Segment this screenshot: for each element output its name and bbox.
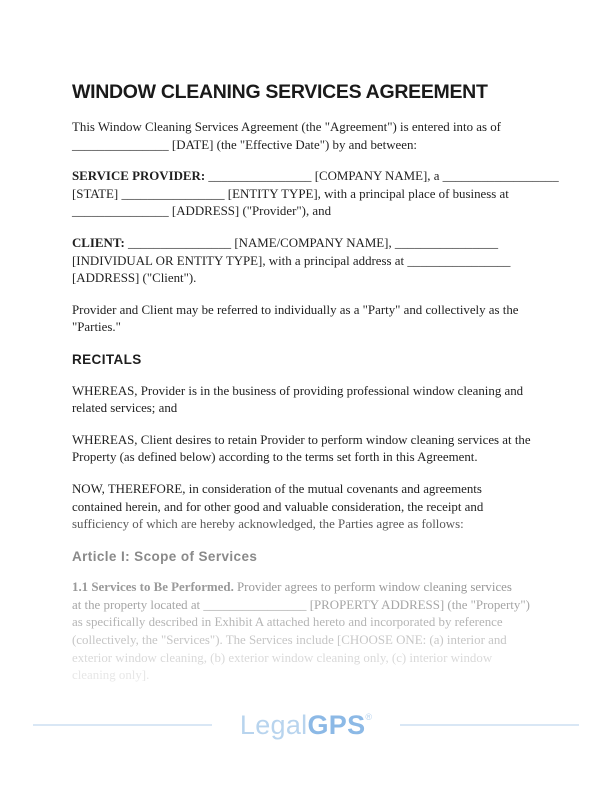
- footer: [0, 706, 612, 744]
- paragraph: [72, 168, 559, 221]
- paragraph: [72, 383, 548, 418]
- text-segment: WHEREAS, Provider is in the business of providing professional window cleaning and: [72, 383, 524, 398]
- text-line: [72, 253, 548, 271]
- text-line: [72, 168, 559, 186]
- text-line: [72, 516, 548, 534]
- text-line: [72, 383, 548, 401]
- text-segment: WHEREAS, Client desires to retain Provider to perform window cleaning services at the: [72, 432, 531, 447]
- text-line: [72, 632, 548, 650]
- logo-gps-text: GPS: [307, 709, 366, 740]
- text-line: [72, 449, 548, 467]
- text-segment: _______________ [ADDRESS] ("Provider"), and: [72, 204, 332, 219]
- text-segment: [INDIVIDUAL OR ENTITY TYPE], with a principal address at ________________: [72, 253, 511, 268]
- text-line: [72, 481, 548, 499]
- text-line: [72, 579, 548, 597]
- text-segment: at the property located at ________________ [PROPERTY ADDRESS] (the "Property"): [72, 597, 530, 612]
- text-line: [72, 650, 548, 668]
- section-heading: RECITALS: [72, 351, 142, 367]
- text-segment: exterior window cleaning, (b) exterior window cleaning only, (c) interior window: [72, 650, 493, 665]
- text-segment: [ADDRESS] ("Client").: [72, 271, 197, 286]
- document-title: WINDOW CLEANING SERVICES AGREEMENT: [72, 81, 488, 103]
- paragraph: [72, 235, 548, 288]
- text-segment: SERVICE PROVIDER:: [72, 169, 209, 184]
- text-line: [72, 119, 548, 137]
- text-line: [72, 400, 548, 418]
- text-segment: 1.1 Services to Be Performed.: [72, 580, 238, 595]
- text-segment: ________________ [NAME/COMPANY NAME], ________________: [128, 235, 499, 250]
- text-line: [72, 186, 548, 204]
- text-line: [72, 302, 548, 320]
- text-segment: sufficiency of which are hereby acknowledged, the Parties agree as follows:: [72, 517, 464, 532]
- text-line: [72, 499, 548, 517]
- text-segment: cleaning only].: [72, 668, 150, 683]
- text-line: [72, 667, 548, 685]
- paragraph: [72, 579, 548, 685]
- text-segment: contained herein, and for other good and valuable consideration, the receipt and: [72, 499, 484, 514]
- text-line: [72, 432, 548, 450]
- registered-trademark-icon: ®: [365, 711, 373, 722]
- logo-legal-text: Legal: [239, 709, 308, 740]
- text-line: [72, 235, 548, 253]
- footer-rule-left: [33, 724, 212, 726]
- text-segment: (collectively, the "Services"). The Services include [CHOOSE ONE: (a) interior and: [72, 633, 507, 648]
- text-segment: CLIENT:: [72, 235, 128, 250]
- text-line: [72, 597, 548, 615]
- footer-rule-right: [400, 724, 579, 726]
- legalgps-logo: [239, 709, 373, 740]
- section-heading: Article I: Scope of Services: [72, 548, 258, 564]
- text-line: [72, 270, 548, 288]
- text-segment: [STATE] ________________ [ENTITY TYPE], with a principal place of business at: [72, 186, 509, 201]
- text-segment: ________________ [COMPANY NAME], a __________________: [208, 169, 559, 184]
- paragraph: [72, 481, 548, 534]
- text-segment: Property (as defined below) according to the terms set forth in this Agreement.: [72, 450, 478, 465]
- document-content: [72, 81, 559, 699]
- paragraph: [72, 432, 548, 467]
- text-segment: NOW, THEREFORE, in consideration of the mutual covenants and agreements: [72, 481, 482, 496]
- text-segment: _______________ [DATE] (the "Effective Date") by and between:: [72, 137, 417, 152]
- text-segment: related services; and: [72, 401, 178, 416]
- text-line: [72, 137, 548, 155]
- text-line: [72, 319, 548, 337]
- text-segment: as specifically described in Exhibit A attached hereto and incorporated by reference: [72, 615, 503, 630]
- text-segment: Provider and Client may be referred to individually as a "Party" and collectively as the: [72, 302, 519, 317]
- text-segment: "Parties.": [72, 320, 121, 335]
- text-line: [72, 203, 548, 221]
- paragraph: [72, 119, 548, 154]
- paragraph: [72, 302, 548, 337]
- text-line: [72, 614, 548, 632]
- text-segment: Provider agrees to perform window cleaning services: [237, 580, 512, 595]
- text-segment: This Window Cleaning Services Agreement (the "Agreement") is entered into as of: [72, 120, 501, 134]
